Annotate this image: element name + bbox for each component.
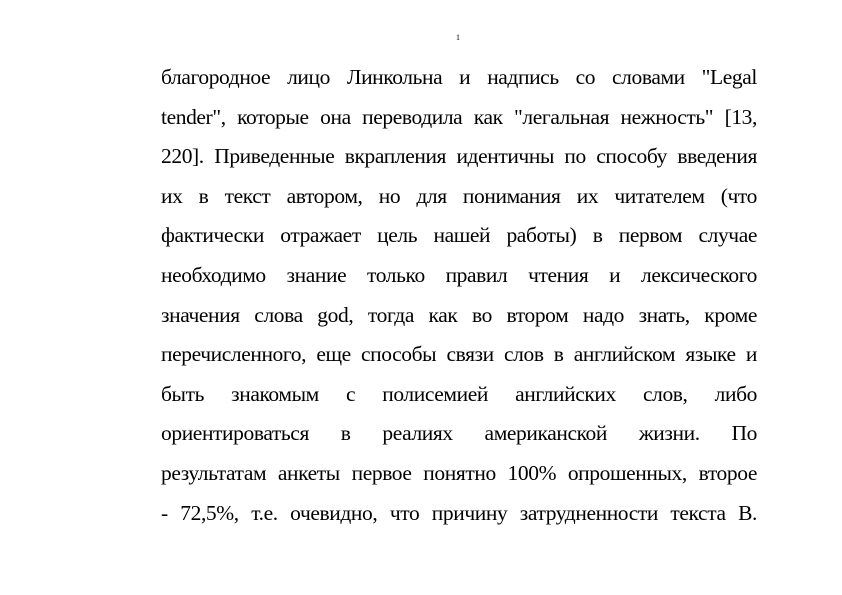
text-line: tender", которые она переводила как "легальная нежность" [13, [161,104,757,129]
text-line: ориентироваться в реалиях американской жизни. По [161,421,757,446]
text-line: перечисленного, еще способы связи слов в английском языке и [161,342,757,367]
text-line: необходимо знание только правил чтения и лексического [161,262,757,287]
text-line: благородное лицо Линкольна и надпись со словами "Legal [161,65,757,89]
page-number: 1 [456,33,460,42]
text-line: их в текст автором, но для понимания их читателем (что [161,183,757,208]
text-line: 220]. Приведенные вкрапления идентичны по способу введения [161,144,757,169]
text-line: быть знакомым с полисемией английских слов, либо [161,381,757,406]
text-line: - 72,5%, т.е. очевидно, что причину затрудненности текста В. [161,500,757,525]
text-line: значения слова god, тогда как во втором надо знать, кроме [161,302,757,327]
text-line: фактически отражает цель нашей работы) в первом случае [161,223,757,248]
body-paragraph [161,62,757,537]
text-line: результатам анкеты первое понятно 100% опрошенных, второе [161,460,757,485]
